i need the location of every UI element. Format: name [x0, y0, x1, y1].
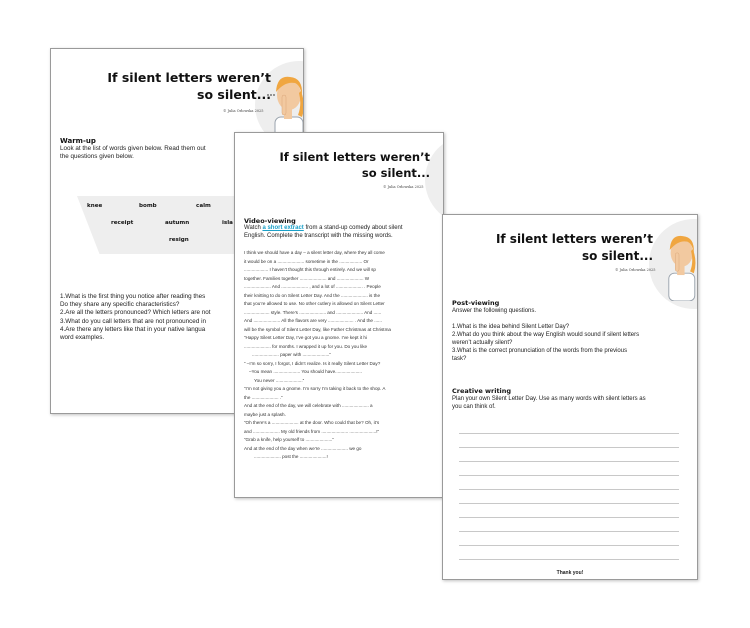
- word-item: knee: [87, 203, 103, 209]
- video-heading: Video-viewing: [244, 217, 296, 225]
- worksheet-page-video: [234, 132, 444, 498]
- creative-writing-heading: Creative writing: [452, 387, 512, 395]
- video-instruction: Watch a short extract from a stand-up comedy about silent English. Complete the transcript with the missing words.: [244, 225, 403, 239]
- writing-line: [459, 545, 679, 546]
- writing-line: [459, 531, 679, 532]
- girl-shushing-icon: [659, 225, 698, 301]
- warmup-instruction: Look at the list of words given below. Read them out the questions given below.: [60, 145, 206, 161]
- author-credit: © Julia Orlowska 2025: [383, 185, 424, 189]
- transcript-gap-fill: I think we should have a day – a silent letter day, where they all come it would be on a ..................... sometime in the .................. Or ................... I haven’t thought this through entirely. And we will sp together. Families together ..................... and ..................... W ..................... And ..................... , and a lot of ..................... . People their knitting to do on Silent Letter Day. And the ..................... is the that you’re allowed to use. No other cutlery is allowed on Silent Letter .................... style. There’s ..................... and ..................... And ...... And ..................... All the flavors are very .................... . And the ...... will be the symbol of Silent Letter Day, like Father Christmas at Christma “Happy Silent Letter Day, I’ve got you a gnome. I’ve kept it hi ..................... for months. I wrapped it up for you. Do you like ..................... paper with .....................” “ –I’m so sorry, I forgot, I didn’t realize. Is it really Silent Letter Day? –You mean ..................... You should have..................... You never .....................” “I’m not giving you a gnome. I’m sorry I’m taking it back to the shop. A the ..................... .” And at the end of the day, we will celebrate with ..................... a maybe just a splash. “Oh there’s a ..................... at the door. Who could that be? Oh, it’s and ..................... My old friends from ..................... .....................!” “Grab a knife, help yourself to .....................” And at the end of the day when we’re ..................... we go ..................... post the .....................!: [244, 250, 391, 459]
- thank-you-note: Thank you!: [556, 570, 584, 576]
- short-extract-link[interactable]: a short extract: [262, 225, 304, 231]
- word-item: isla: [222, 220, 233, 226]
- warmup-questions: 1.What is the first thing you notice after reading thes Do they share any specific characteristics? 2.Are all the letters pronounced? Which letters are not 3.What do you call letters that are not pronounced in 4.Are there any letters like that in your native langua word examples.: [60, 293, 211, 342]
- title-line-2: so silent...: [197, 87, 271, 102]
- post-viewing-instruction: Answer the following questions.: [452, 308, 537, 314]
- writing-line: [459, 517, 679, 518]
- page-title: [71, 69, 271, 103]
- word-item: calm: [196, 203, 211, 209]
- page-title: If silent letters weren’t so silent...: [279, 150, 430, 180]
- page-title: If silent letters weren’t so silent...: [495, 232, 653, 263]
- author-credit: © Julia Orlowska 2025: [615, 268, 656, 272]
- writing-line: [459, 475, 679, 476]
- worksheet-page-post-viewing: [442, 214, 698, 580]
- creative-writing-instruction: Plan your own Silent Letter Day. Use as many words with silent letters as you can think of.: [452, 396, 646, 410]
- word-item: autumn: [165, 220, 190, 226]
- writing-line: [459, 503, 679, 504]
- word-item: resign: [169, 237, 189, 243]
- author-credit: © Julia Orlowska 2025: [223, 109, 264, 113]
- warmup-heading: Warm-up: [60, 137, 96, 145]
- writing-line: [459, 461, 679, 462]
- writing-line: [459, 433, 679, 434]
- word-item: bomb: [139, 203, 157, 209]
- writing-line: [459, 489, 679, 490]
- title-line-1: If silent letters weren’t: [107, 70, 271, 85]
- writing-line: [459, 447, 679, 448]
- post-viewing-questions: 1.What is the idea behind Silent Letter Day? 2.What do you think about the way English would sound if silent letters weren’t actually silent? 3.What is the correct pronunciation of the words from the previous task?: [452, 324, 640, 362]
- writing-line: [459, 559, 679, 560]
- word-item: receipt: [111, 220, 134, 226]
- post-viewing-heading: Post-viewing: [452, 299, 500, 307]
